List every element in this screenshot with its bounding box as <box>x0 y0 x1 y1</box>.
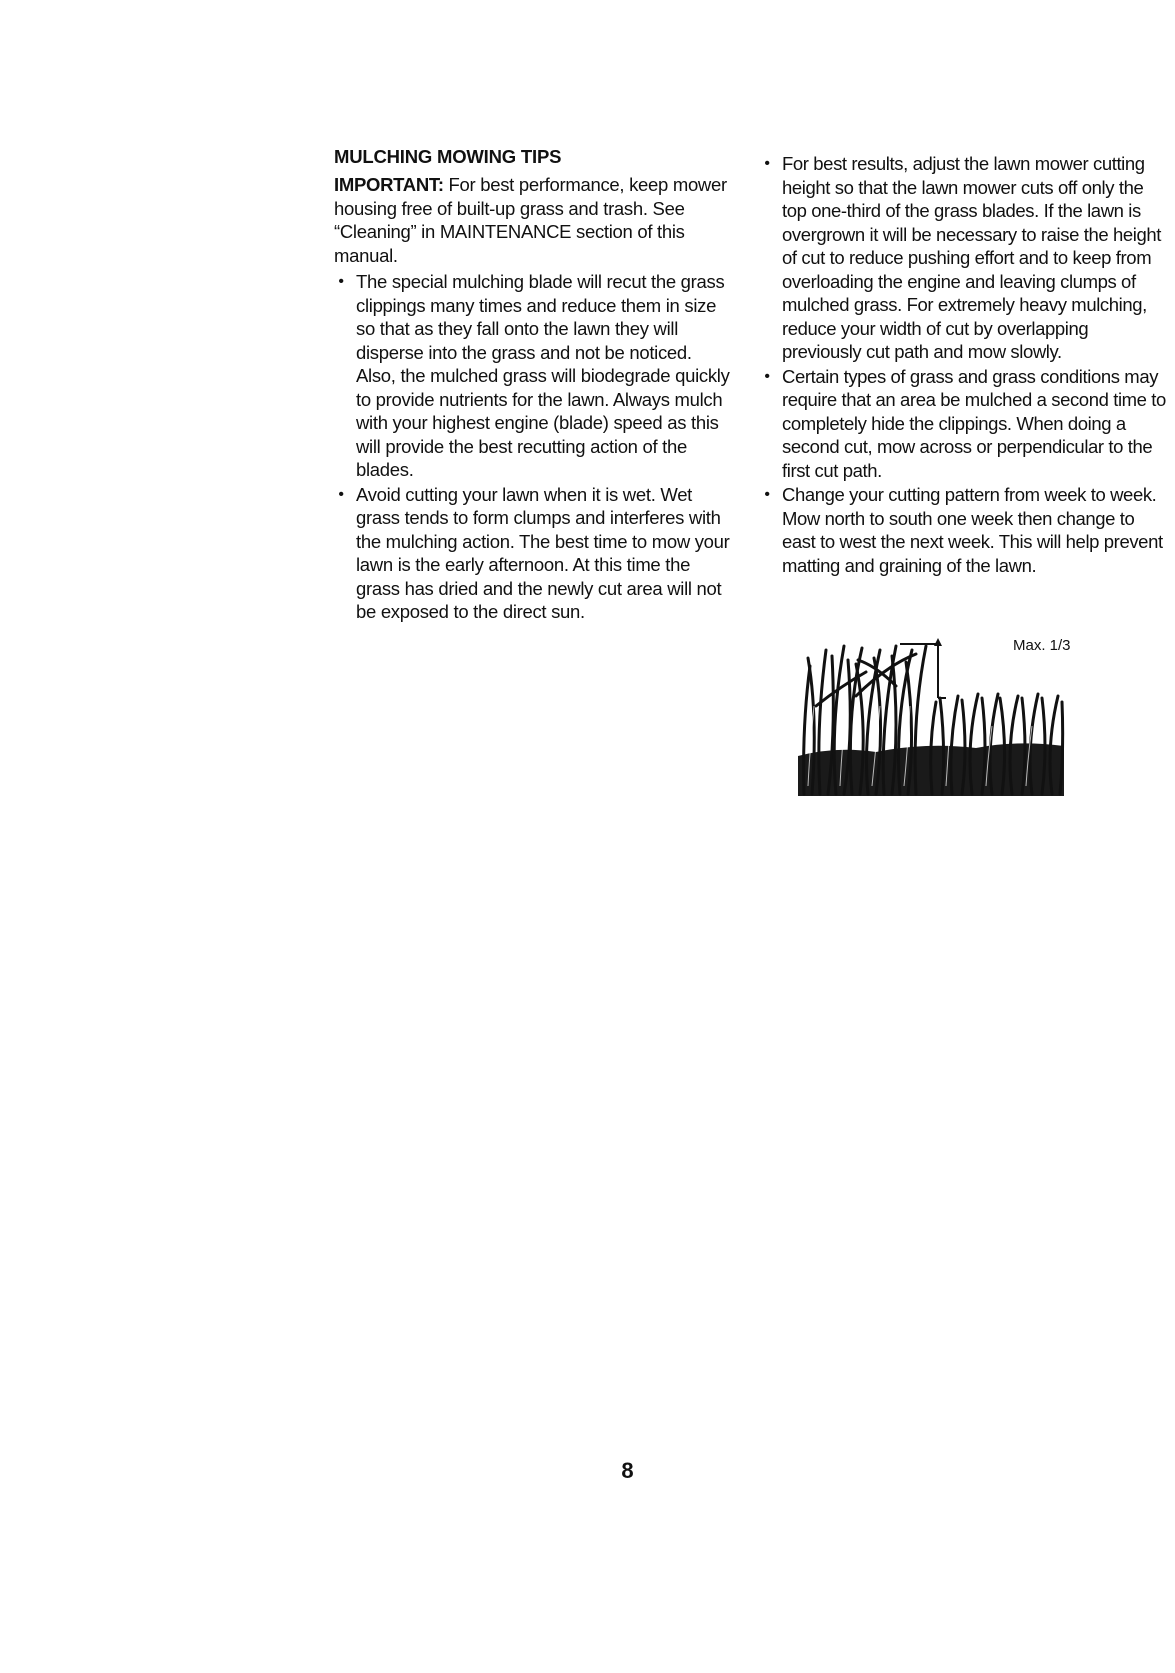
bullet-text: For best results, adjust the lawn mower cutting height so that the lawn mower cuts off only the top one-third of the grass blades. If the lawn is overgrown it will be necessary to raise the height of cut to reduce pushing effort and to keep from overloading the engine and leaving clumps of mulched grass. For extremely heavy mulching, reduce your width of cut by overlapping previously cut path and mow slowly. <box>782 153 1161 362</box>
grass-cut-height-illustration <box>796 636 1086 796</box>
bullet-icon: • <box>764 155 770 172</box>
bullet-text: The special mulching blade will recut the grass clippings many times and reduce them in size so that as they fall onto the lawn they will disperse into the grass and not be noticed. Also, the mulched grass will biodegrade quickly to provide nutrients for the lawn. Always mulch with your highest engine (blade) speed as this will provide the best recutting action of the blades. <box>356 271 730 480</box>
left-column <box>334 145 734 625</box>
important-label: IMPORTANT: <box>334 174 444 195</box>
list-item <box>760 483 1170 577</box>
bullet-icon: • <box>338 485 344 503</box>
bullet-icon: • <box>338 273 344 290</box>
bullet-text: Avoid cutting your lawn when it is wet. Wet grass tends to form clumps and interferes with the mulching action. The best time to mow your lawn is the early afternoon. At this time the grass has dried and the newly cut area will not be exposed to the direct sun. <box>356 483 730 622</box>
left-bullet-list <box>334 270 734 624</box>
bullet-text: Change your cutting pattern from week to week. Mow north to south one week then change to east to west the next week. This will help prevent matting and graining of the lawn. <box>782 484 1163 576</box>
grass-icon <box>796 636 1086 796</box>
right-column <box>760 152 1170 578</box>
bullet-icon: • <box>764 367 770 385</box>
important-text: For best performance, keep mower housing free of built-up grass and trash. See “Cleaning” in MAINTENANCE section of this manual. <box>334 174 727 266</box>
right-bullet-list <box>760 152 1170 577</box>
bullet-icon: • <box>764 486 770 503</box>
max-height-label: Max. 1/3 <box>1013 637 1071 654</box>
list-item <box>334 270 734 482</box>
page-number: 8 <box>621 1458 634 1483</box>
bullet-text: Certain types of grass and grass conditions may require that an area be mulched a second time to completely hide the clippings. When doing a second cut, mow across or perpendicular to the first cut path. <box>782 365 1166 481</box>
important-note <box>334 173 734 267</box>
list-item <box>334 483 734 624</box>
list-item <box>760 152 1170 364</box>
section-heading: MULCHING MOWING TIPS <box>334 146 562 167</box>
list-item <box>760 365 1170 483</box>
